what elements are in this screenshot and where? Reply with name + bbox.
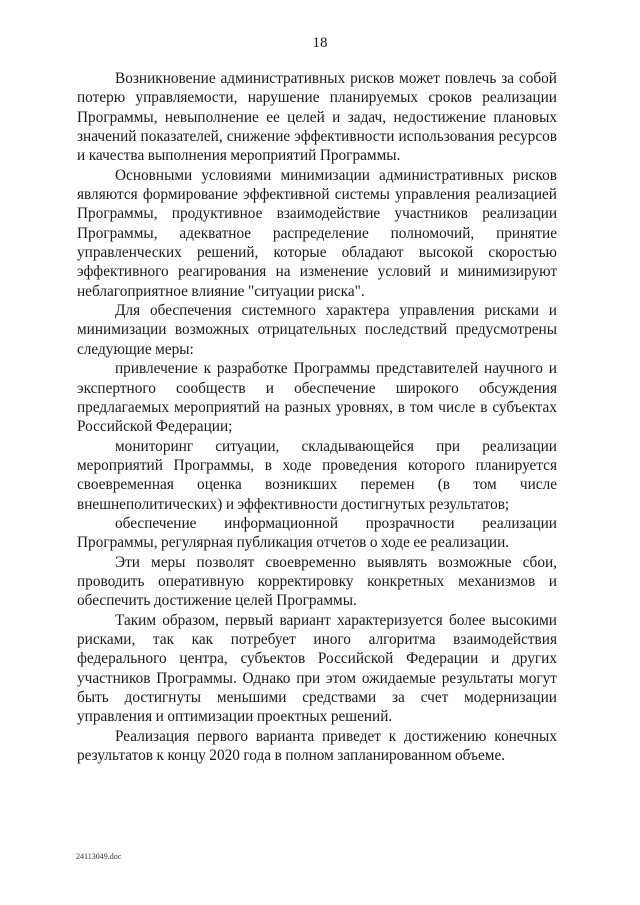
document-filename: 24113049.doc	[76, 852, 122, 861]
paragraph-risk-measures-intro: Для обеспечения системного характера управления рисками и минимизации возможных отрицательных последствий предусмотрены следующие меры:	[77, 302, 557, 358]
paragraph-measure-monitoring: мониторинг ситуации, складывающейся при реализации мероприятий Программы, в ходе проведения которого планируется своевременная оценка возникших перемен (в том числе внешнеполитических) и эффективности достигнутых результатов;	[77, 437, 557, 513]
paragraph-administrative-risks: Возникновение административных рисков может повлечь за собой потерю управляемости, нарушение планируемых сроков реализации Программы, невыполнение ее целей и задач, недостижение плановых значений показателей, снижение эффективности использования ресурсов и качества выполнения мероприятий Программы.	[77, 70, 557, 165]
paragraph-minimization-conditions: Основными условиями минимизации административных рисков являются формирование эффективной системы управления реализацией Программы, продуктивное взаимодействие участников реализации Программы, адекватное распределение полномочий, принятие управленческих решений, которые обладают высокой скоростью эффективного реагирования на изменение условий и минимизируют неблагоприятное влияние "ситуации риска".	[77, 166, 557, 300]
document-body	[77, 69, 557, 765]
paragraph-first-variant-risks: Таким образом, первый вариант характеризуется более высокими рисками, так как потребует иного алгоритма взаимодействия федерального центра, субъектов Российской Федерации и других участников Программы. Однако при этом ожидаемые результаты могут быть достигнуты меньшими средствами за счет модернизации управления и оптимизации проектных решений.	[77, 611, 557, 726]
paragraph-measure-expert-involvement: привлечение к разработке Программы представителей научного и экспертного сообществ и обеспечение широкого обсуждения предлагаемых мероприятий на разных уровнях, в том числе в субъектах Российской Федерации;	[77, 360, 557, 436]
page-number: 18	[312, 35, 328, 51]
paragraph-measures-effect: Эти меры позволят своевременно выявлять возможные сбои, проводить оперативную корректировку конкретных механизмов и обеспечить достижение целей Программы.	[77, 553, 557, 610]
paragraph-measure-transparency: обеспечение информационной прозрачности реализации Программы, регулярная публикация отчетов о ходе ее реализации.	[77, 514, 557, 552]
paragraph-first-variant-results: Реализация первого варианта приведет к достижению конечных результатов к концу 2020 года в полном запланированном объеме.	[77, 727, 557, 765]
